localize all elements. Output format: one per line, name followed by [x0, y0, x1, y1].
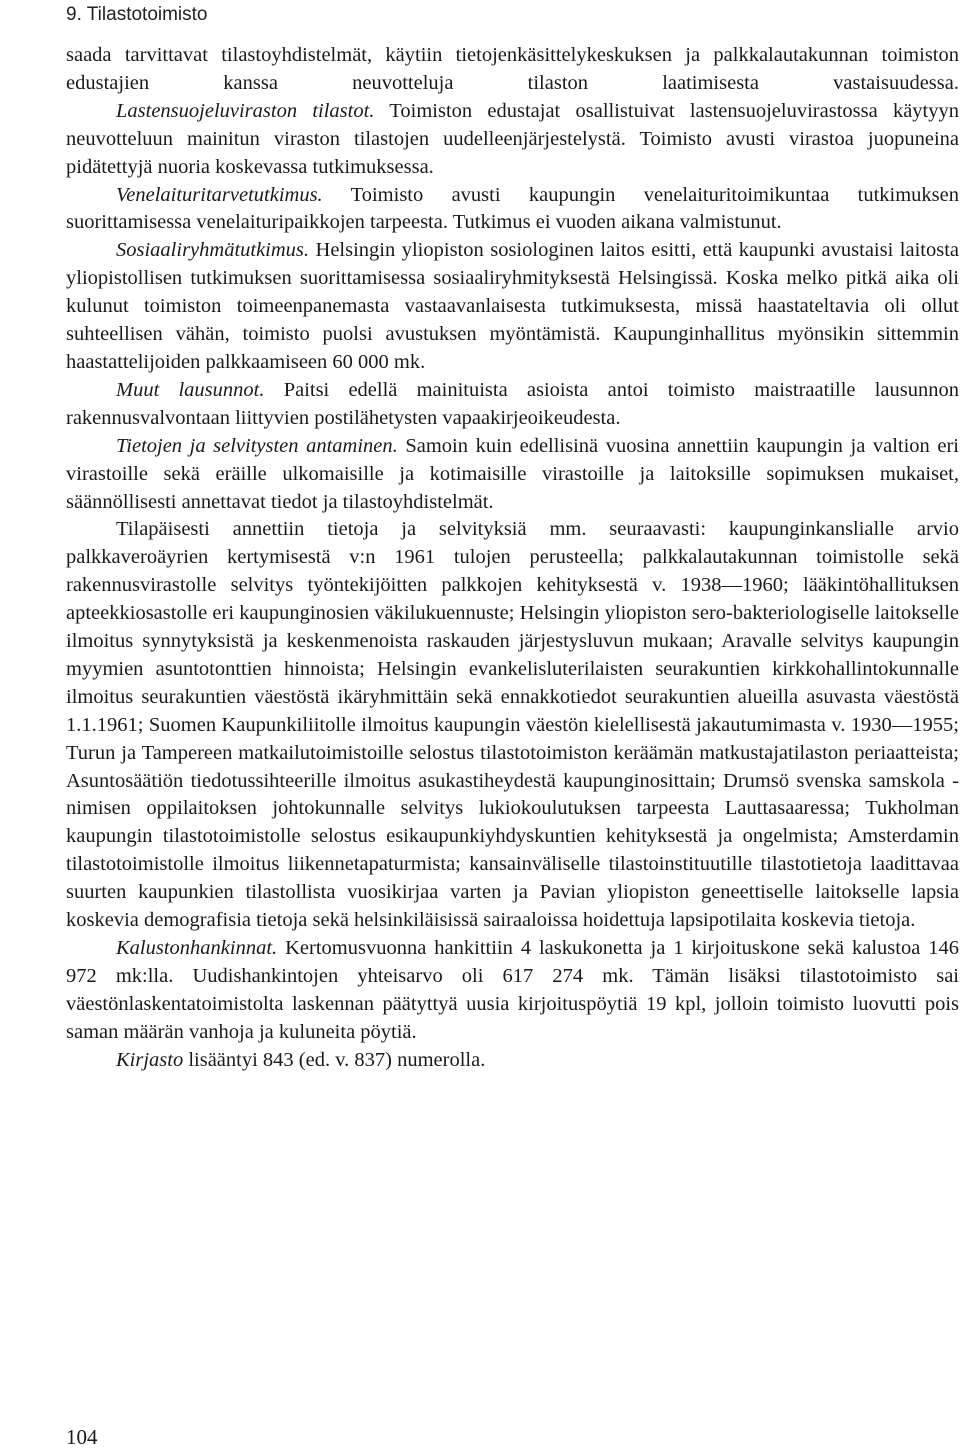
- run-in-heading: Kirjasto: [116, 1048, 184, 1071]
- paragraph-text: Paitsi edellä mainituista asioista antoi toimisto maistraatille lausunnon rakennusvalvontaan liittyvien postilähetysten vapaakirjeoikeudesta.: [66, 378, 959, 429]
- paragraph-text: saada tarvittavat tilastoyhdistelmät, käytiin tietojenkäsittelykeskuksen ja palkkalautakunnan toimiston edustajien kanssa neuvotteluja tilaston laatimisesta vastaisuudessa.: [66, 44, 959, 94]
- running-head: 9. Tilastotoimisto: [66, 4, 208, 25]
- paragraph-venelaituritarve: [66, 182, 959, 238]
- paragraph-kalustonhankinnat: [66, 935, 959, 1047]
- paragraph-text: Samoin kuin edellisinä vuosina annettiin kaupungin ja valtion eri virastoille sekä eräille ulkomaisille ja kotimaisille virastoille ja laitoksille sopimuksen mukaiset, säännöllisesti annettavat tiedot ja tilastoyhdistelmät.: [66, 434, 959, 513]
- paragraph-text: Tilapäisesti annettiin tietoja ja selvityksiä mm. seuraavasti: kaupunginkanslialle arvio palkkaveroäyrien kertymisestä v:n 1961 tulojen perusteella; palkkalautakunnan toimistolle sekä rakennusvirastolle selvitys työntekijöitten palkkojen kehityksestä v. 1938—1960; lääkintöhallituksen apteekkiosastolle eri kaupunginosien väkilukuennuste; Helsingin yliopiston sero-bakteriologiselle laitokselle ilmoitus synnytyksistä ja keskenmenoista raskauden järjestysluvun mukaan; Aravalle selvitys kaupungin myymien asuntotonttien hinnoista; Helsingin evankelisluterilaisten seurakuntien kirkkohallintokunnalle ilmoitus seurakuntien väestöstä ikäryhmittäin sekä ennakkotiedot seurakuntien alueilla asuvasta väestöstä 1.1.1961; Suomen Kaupunkiliitolle ilmoitus kaupungin väestön kielellisestä jakautumimasta v. 1930—1955; Turun ja Tampereen matkailutoimistoille selostus tilastotoimiston keräämän matkustajatilaston periaatteista; Asuntosäätiön tiedotussihteerille ilmoitus asukastiheydestä kaupunginosittain; Drumsö svenska samskola -nimisen oppilaitoksen johtokunnalle selvitys lukiokoulutuksen tarpeesta Lauttasaaressa; Tukholman kaupungin tilastotoimistolle selostus esikaupunkiyhdyskuntien kehityksestä ja ongelmista; Amsterdamin tilastotoimistolle ilmoitus liikennetapaturmista; kansainväliselle tilastoinstituutille tilastotietoja laadittavaa suurten kaupunkien tilastollista vuosikirjaa varten ja Pavian yliopiston geneettiselle laitokselle lapsia koskevia demografisia tietoja sekä helsinkiläisissä sairaaloissa hoidettuja lapsipotilaita koskevia tietoja.: [66, 518, 959, 932]
- run-in-heading: Muut lausunnot.: [116, 378, 265, 401]
- run-in-heading: Kalustonhankinnat.: [116, 937, 278, 959]
- paragraph-text: Toimisto avusti kaupungin venelaituritoimikuntaa tutkimuksen suorittamisessa venelaituripaikkojen tarpeesta. Tutkimus ei vuoden aikana valmistunut.: [66, 183, 959, 234]
- paragraph-lastensuojeluviraston: [66, 98, 959, 182]
- paragraph-text: Toimiston edustajat osallistuivat lastensuojeluvirastossa käytyyn neuvotteluun mainitun viraston tilastojen uudelleenjärjestelystä. Toimisto avusti virastoa juopuneina pidätettyjä nuoria koskevassa tutkimuksessa.: [66, 99, 959, 178]
- paragraph-text: Helsingin yliopiston sosiologinen laitos esitti, että kaupunki avustaisi laitosta yliopistollisen tutkimuksen suorittamisessa sosiaaliryhmityksestä Helsingissä. Koska melko pitkä aika oli kulunut toimiston toimeenpanemasta vastaavanlaisesta tutkimuksesta, missä haastateltavia oli ollut suhteellisen vähän, toimisto puolsi avustuksen myöntämistä. Kaupunginhallitus myönsikin sittemmin haastattelijoiden palkkaamiseen 60 000 mk.: [66, 239, 959, 373]
- run-in-heading: Venelaituritarvetutkimus.: [116, 183, 323, 206]
- paragraph-text: lisääntyi 843 (ed. v. 837) numerolla.: [188, 1048, 486, 1071]
- paragraph-muut-lausunnot: [66, 377, 959, 433]
- paragraph-kirjasto: [66, 1047, 959, 1075]
- paragraph-text: Kertomusvuonna hankittiin 4 laskukonetta ja 1 kirjoituskone sekä kalustoa 146 972 mk:lla. Uudishankintojen yhteisarvo oli 617 274 mk. Tämän lisäksi tilastotoimisto sai väestönlaskentatoimistolta laskennan päätyttyä uusia kirjoituspöytiä 19 kpl, jolloin toimisto luovutti pois saman määrän vanhoja ja kuluneita pöytiä.: [66, 937, 960, 1043]
- page-number: 104: [66, 1425, 98, 1449]
- text-body: [66, 42, 959, 1075]
- paragraph-tietojen-antaminen: [66, 433, 959, 517]
- paragraph-sosiaaliryhma: [66, 237, 959, 377]
- paragraph-tilapaisesti: [66, 516, 959, 935]
- run-in-heading: Tietojen ja selvitysten antaminen.: [116, 434, 398, 457]
- paragraph-continuation: [66, 42, 959, 98]
- run-in-heading: Lastensuojeluviraston tilastot.: [116, 99, 375, 122]
- run-in-heading: Sosiaaliryhmätutkimus.: [116, 239, 310, 262]
